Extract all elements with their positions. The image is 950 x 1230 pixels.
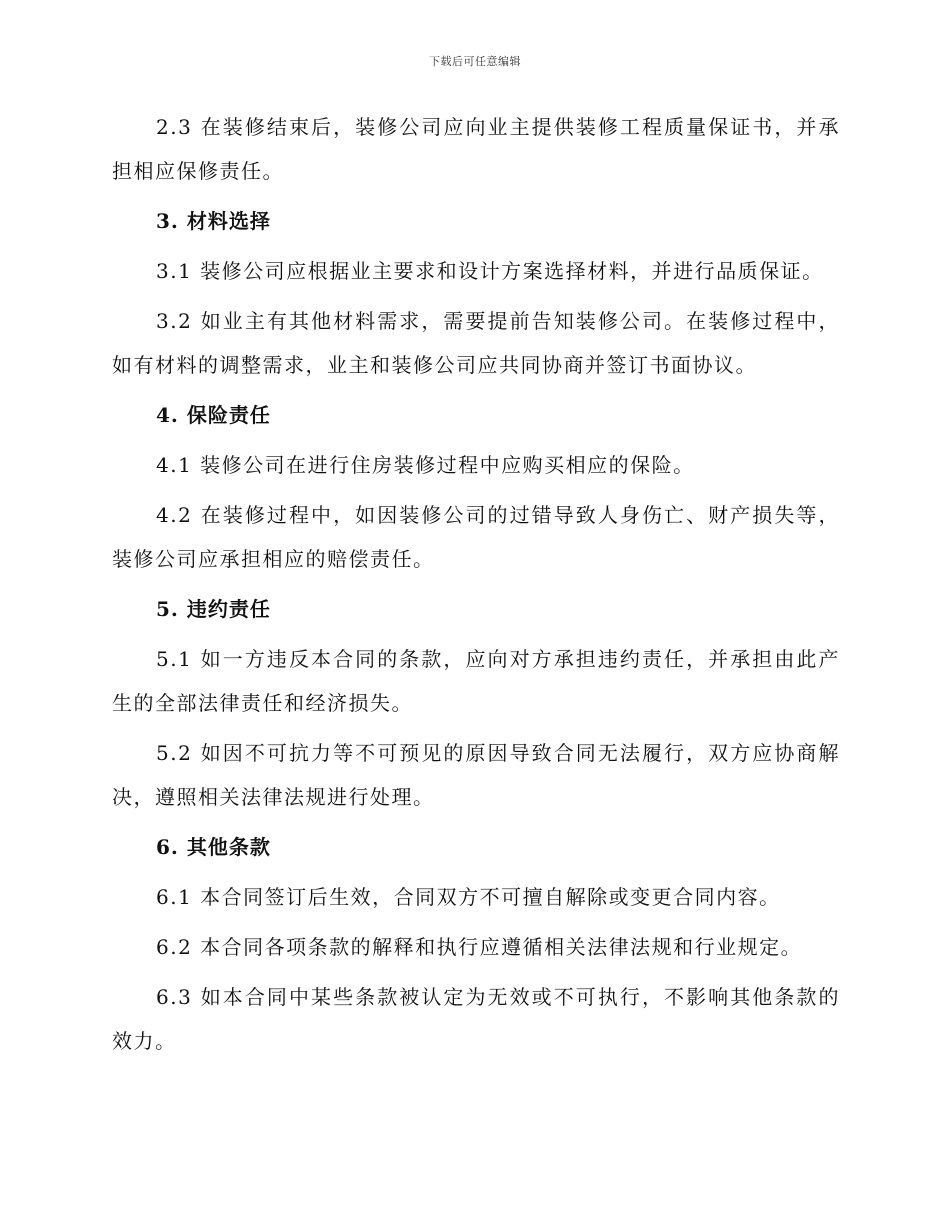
document-body — [112, 105, 840, 1063]
clause-4-2: 4.2 在装修过程中，如因装修公司的过错导致人身伤亡、财产损失等，装修公司应承担相应的赔偿责任。 — [112, 503, 840, 571]
clause-3-1: 3.1 装修公司应根据业主要求和设计方案选择材料，并进行品质保证。 — [156, 259, 824, 283]
section-heading-insurance: 4. 保险责任 — [156, 403, 271, 427]
section-heading-breach: 5. 违约责任 — [156, 597, 271, 621]
clause-6-1: 6.1 本合同签订后生效，合同双方不可擅自解除或变更合同内容。 — [156, 885, 781, 909]
clause-5-2: 5.2 如因不可抗力等不可预见的原因导致合同无法履行，双方应协商解决，遵照相关法律法规进行处理。 — [112, 741, 840, 809]
clause-6-3: 6.3 如本合同中某些条款被认定为无效或不可执行，不影响其他条款的效力。 — [112, 985, 840, 1053]
page-header-note: 下载后可任意编辑 — [429, 55, 521, 68]
clause-6-2: 6.2 本合同各项条款的解释和执行应遵循相关法律法规和行业规定。 — [156, 935, 803, 959]
clause-5-1: 5.1 如一方违反本合同的条款，应向对方承担违约责任，并承担由此产生的全部法律责任和经济损失。 — [112, 647, 840, 715]
section-heading-materials: 3. 材料选择 — [156, 209, 271, 233]
section-heading-other: 6. 其他条款 — [156, 835, 271, 859]
clause-2-3: 2.3 在装修结束后，装修公司应向业主提供装修工程质量保证书，并承担相应保修责任。 — [112, 115, 840, 183]
clause-3-2: 3.2 如业主有其他材料需求，需要提前告知装修公司。在装修过程中，如有材料的调整需求，业主和装修公司应共同协商并签订书面协议。 — [112, 309, 840, 377]
clause-4-1: 4.1 装修公司在进行住房装修过程中应购买相应的保险。 — [156, 453, 695, 477]
